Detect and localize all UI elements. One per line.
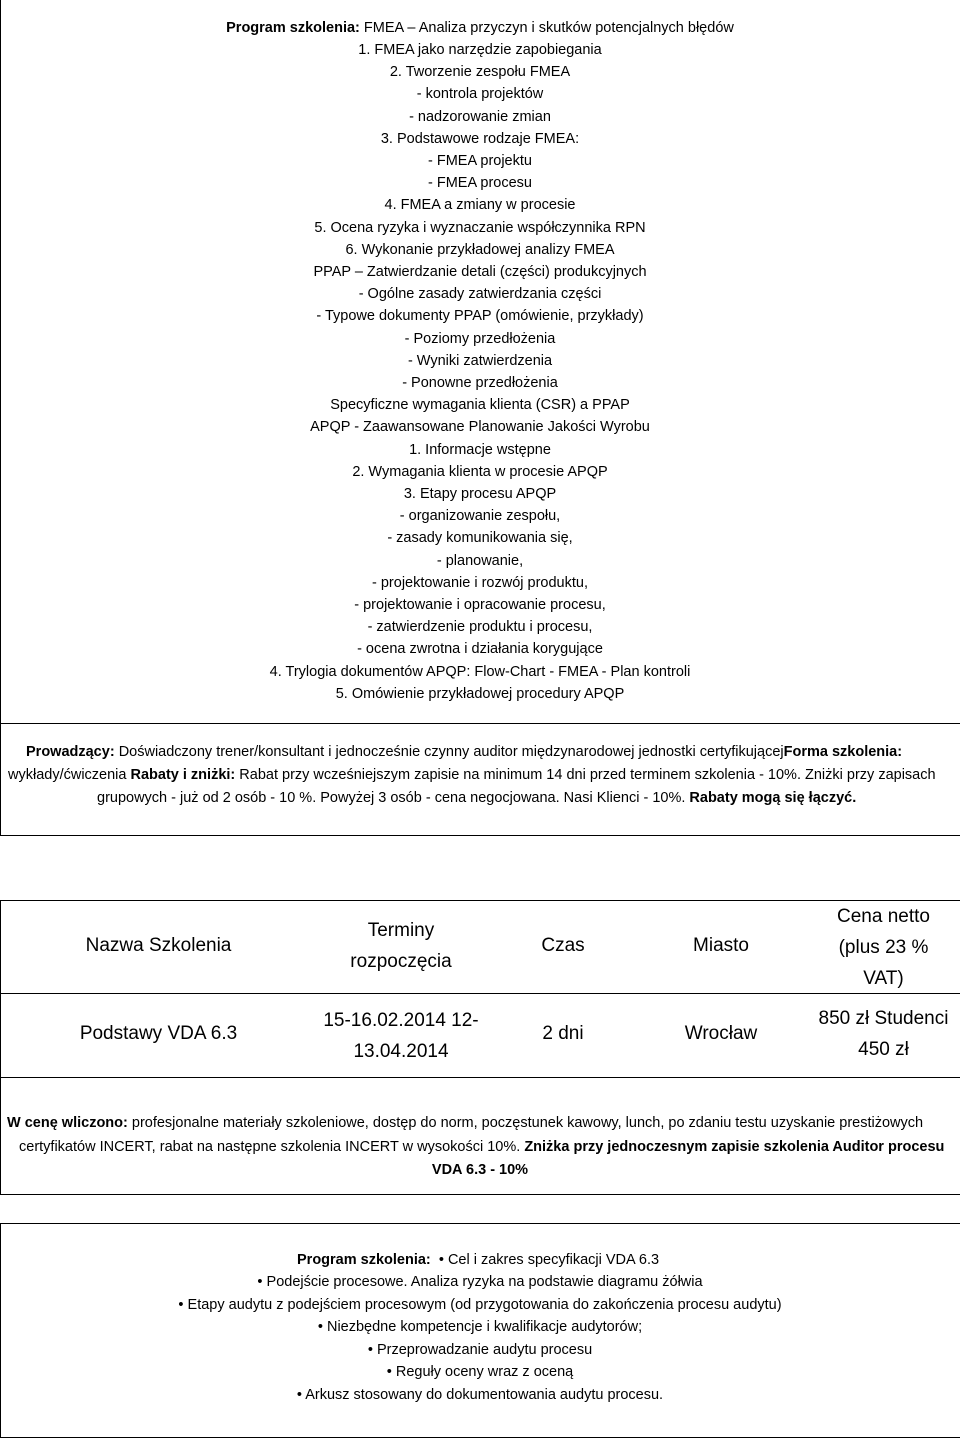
included-text-2: certyfikatów INCERT, rabat na następne szkolenia INCERT w wysokości 10%. bbox=[19, 1139, 521, 1155]
program-line: - ocena zwrotna i działania korygujące bbox=[357, 641, 603, 658]
header-time-text: Czas bbox=[541, 935, 585, 956]
vda-item-text: Arkusz stosowany do dokumentowania audytu procesu. bbox=[305, 1386, 664, 1403]
discount-text: Rabat przy wcześniejszym zapisie na minimum 14 dni przed terminem szkolenia - 10%. Zniżki przy zapisach bbox=[239, 767, 936, 783]
program-line: - nadzorowanie zmian bbox=[409, 108, 551, 125]
program-line: - projektowanie i rozwój produktu, bbox=[372, 574, 588, 591]
discount-text-2: grupowych - już od 2 osób - 10 %. Powyżej 3 osób - cena negocjowana. Nasi Klienci - 10%. bbox=[97, 790, 686, 806]
row-time bbox=[501, 1018, 625, 1049]
header-price bbox=[801, 901, 960, 994]
vda-program-item bbox=[0, 1339, 960, 1361]
header-price-line2: (plus 23 % bbox=[838, 937, 929, 958]
program-label: Program szkolenia: bbox=[226, 20, 360, 36]
vda-item-text: Podejście procesowe. Analiza ryzyka na podstawie diagramu żółwia bbox=[266, 1274, 703, 1290]
vda-item-text: Niezbędne kompetencje i kwalifikacje audytorów; bbox=[326, 1319, 643, 1335]
form-label: Forma szkolenia: bbox=[783, 744, 903, 760]
program-line: - planowanie, bbox=[436, 552, 524, 569]
program-line: PPAP – Zatwierdzanie detali (części) produkcyjnych bbox=[313, 264, 647, 280]
program-line: - kontrola projektów bbox=[416, 86, 544, 103]
program-line: 4. FMEA a zmiany w procesie bbox=[384, 197, 576, 214]
vda-program-item bbox=[0, 1294, 960, 1316]
header-name-text: Nazwa Szkolenia bbox=[85, 935, 232, 956]
program-line: 1. Informacje wstępne bbox=[409, 441, 551, 458]
program-line: - FMEA projektu bbox=[428, 153, 532, 169]
vda-program-item bbox=[0, 1361, 960, 1383]
header-name bbox=[21, 930, 296, 961]
trainer-line bbox=[26, 741, 902, 763]
program-line: 5. Omówienie przykładowej procedury APQP bbox=[335, 685, 625, 702]
vda-program-first-line bbox=[297, 1249, 659, 1271]
header-dates bbox=[301, 915, 501, 977]
combo-discount-value: VDA 6.3 - 10% bbox=[431, 1162, 529, 1178]
program-line: 1. FMEA jako narzędzie zapobiegania bbox=[358, 42, 602, 58]
program-line: 3. Etapy procesu APQP bbox=[403, 486, 557, 502]
header-dates-line1: Terminy bbox=[367, 920, 435, 941]
row-dates-line2: 13.04.2014 bbox=[353, 1041, 449, 1062]
form-line bbox=[8, 764, 936, 786]
trainer-text: Doświadczony trener/konsultant i jednocześnie czynny auditor międzynarodowej jednostki certyfikującej bbox=[118, 744, 784, 760]
row-city-text: Wrocław bbox=[684, 1023, 758, 1044]
row-time-text: 2 dni bbox=[542, 1023, 584, 1044]
included-label: W cenę wliczono: bbox=[7, 1115, 128, 1131]
header-city bbox=[651, 930, 791, 961]
program-line: 3. Podstawowe rodzaje FMEA: bbox=[380, 130, 580, 147]
bullet-icon: • bbox=[386, 1364, 396, 1380]
combine-text: Rabaty mogą się łączyć. bbox=[689, 790, 857, 806]
header-price-line1: Cena netto bbox=[837, 906, 930, 927]
program-title: FMEA – Analiza przyczyn i skutków potencjalnych błędów bbox=[363, 20, 734, 36]
program-line: - Wyniki zatwierdzenia bbox=[407, 352, 553, 369]
vda-item-text: Etapy audytu z podejściem procesowym (od przygotowania do zakończenia procesu audytu) bbox=[187, 1296, 782, 1313]
row-price bbox=[801, 1003, 960, 1065]
program-line: - FMEA procesu bbox=[428, 175, 532, 192]
row-name-text: Podstawy VDA 6.3 bbox=[79, 1023, 238, 1044]
vda-item-text: Przeprowadzanie audytu procesu bbox=[376, 1341, 593, 1358]
program-line: 2. Wymagania klienta w procesie APQP bbox=[352, 463, 608, 480]
program-line: - Poziomy przedłożenia bbox=[404, 330, 556, 347]
program-line: 4. Trylogia dokumentów APQP: Flow-Chart - FMEA - Plan kontroli bbox=[269, 663, 691, 680]
included-line-3 bbox=[0, 1159, 960, 1181]
row-price-line1: 850 zł Studenci bbox=[818, 1008, 949, 1029]
bullet-icon: • bbox=[178, 1296, 188, 1313]
discount-label: Rabaty i zniżki: bbox=[130, 767, 236, 783]
program-line: - organizowanie zespołu, bbox=[399, 508, 561, 525]
row-dates bbox=[301, 1005, 501, 1067]
program-line: - zasady komunikowania się, bbox=[387, 530, 573, 547]
bullet-icon: • bbox=[434, 1252, 448, 1268]
form-text: wykłady/ćwiczenia bbox=[8, 767, 127, 783]
program-line: APQP - Zaawansowane Planowanie Jakości Wyrobu bbox=[310, 419, 650, 436]
trainer-label: Prowadzący: bbox=[26, 744, 115, 760]
included-text-1: profesjonalne materiały szkoleniowe, dostęp do norm, poczęstunek kawowy, lunch, po zdaniu testu uzyskanie prestiżowych bbox=[131, 1115, 924, 1131]
discount-line-2 bbox=[97, 787, 856, 809]
program-line: - Typowe dokumenty PPAP (omówienie, przykłady) bbox=[316, 308, 644, 325]
bullet-icon: • bbox=[296, 1386, 306, 1403]
vda-program-item bbox=[0, 1316, 960, 1338]
header-dates-line2: rozpoczęcia bbox=[350, 951, 452, 972]
combo-discount: Zniżka przy jednoczesnym zapisie szkolenia Auditor procesu bbox=[524, 1139, 945, 1155]
vda-program-item bbox=[0, 1271, 960, 1293]
included-line-2 bbox=[19, 1136, 944, 1158]
price-table bbox=[0, 900, 960, 1078]
row-price-line2: 450 zł bbox=[858, 1039, 909, 1060]
vda-program-label: Program szkolenia: bbox=[297, 1252, 431, 1268]
row-name bbox=[21, 1018, 296, 1049]
program-line: 6. Wykonanie przykładowej analizy FMEA bbox=[345, 241, 615, 258]
program-line: 2. Tworzenie zespołu FMEA bbox=[389, 64, 571, 81]
bullet-icon: • bbox=[257, 1274, 267, 1290]
row-dates-line1: 15-16.02.2014 12- bbox=[323, 1010, 479, 1031]
program-line: 5. Ocena ryzyka i wyznaczanie współczynnika RPN bbox=[314, 219, 646, 236]
included-line-1 bbox=[7, 1112, 923, 1134]
bullet-icon: • bbox=[317, 1319, 327, 1335]
program-line: Specyficzne wymagania klienta (CSR) a PPAP bbox=[330, 397, 630, 414]
header-city-text: Miasto bbox=[693, 935, 749, 956]
row-city bbox=[651, 1018, 791, 1049]
vda-item-0: Cel i zakres specyfikacji VDA 6.3 bbox=[447, 1252, 660, 1268]
program-line: - zatwierdzenie produktu i procesu, bbox=[367, 619, 593, 636]
header-price-line3: VAT) bbox=[863, 968, 904, 989]
vda-item-text: Reguły oceny wraz z oceną bbox=[395, 1364, 574, 1380]
program-line: - Ogólne zasady zatwierdzania części bbox=[358, 286, 602, 303]
program-title-line bbox=[0, 17, 960, 39]
program-line: - Ponowne przedłożenia bbox=[402, 375, 558, 391]
program-line: - projektowanie i opracowanie procesu, bbox=[354, 597, 606, 613]
vda-program-item bbox=[0, 1384, 960, 1406]
header-time bbox=[501, 930, 625, 961]
bullet-icon: • bbox=[367, 1341, 377, 1358]
